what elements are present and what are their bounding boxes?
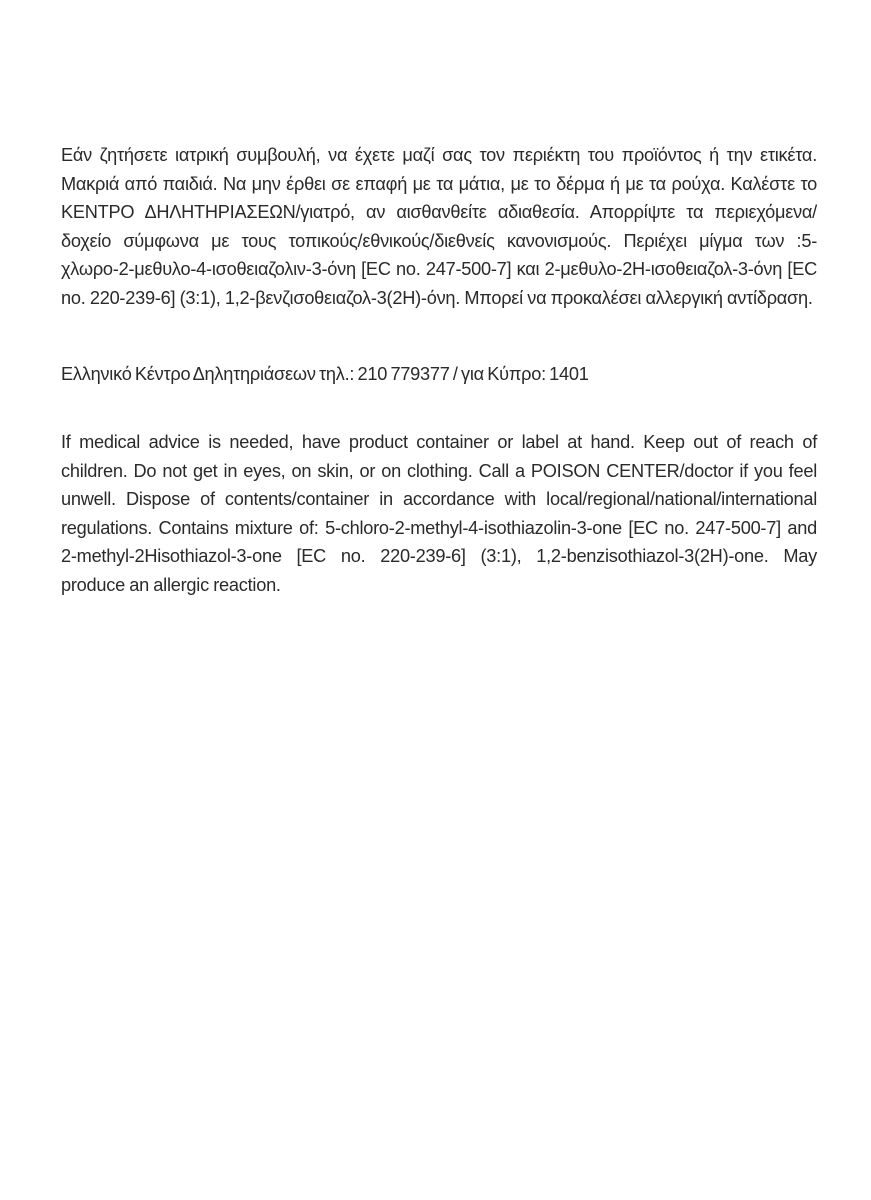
english-warning-paragraph: If medical advice is needed, have product container or label at hand. Keep out of reach of children. Do not get in eyes, on skin, or on clothing. Call a POISON CENTER/doctor if you feel unwell. Dispose of contents/container in accordance with local/regional/national/international regulations. Contains mixture of: 5-chloro-2-methyl-4-isothiazolin-3-one [EC no. 247-500-7] and 2-methyl-2Hisothiazol-3-one [EC no. 220-239-6] (3:1), 1,2-benzisothiazol-3(2H)-one. May produce an allergic reaction. <box>61 432 817 595</box>
greek-warning-paragraph: Εάν ζητήσετε ιατρική συμβουλή, να έχετε μαζί σας τον περιέκτη του προϊόντος ή την ετικέτα. Μακριά από παιδιά. Να μην έρθει σε επαφή με τα μάτια, με το δέρμα ή με τα ρούχα. Καλέστε το ΚΕΝΤΡΟ ΔΗΛΗΤΗΡΙΑΣΕΩΝ/γιατρό, αν αισθανθείτε αδιαθεσία. Απορρίψτε τα περιεχόμενα/δοχείο σύμφωνα με τους τοπικούς/εθνικούς/διεθνείς κανονισμούς. Περιέχει μίγμα των :5-χλωρο-2-μεθυλο-4-ισοθειαζολιν-3-όνη [EC no. 247-500-7] και 2-μεθυλο-2Η-ισοθειαζολ-3-όνη [EC no. 220-239-6] (3:1), 1,2-βενζισοθειαζολ-3(2Η)-όνη. Μπορεί να προκαλέσει αλλεργική αντίδραση. <box>61 145 817 308</box>
greek-poison-center-line: Ελληνικό Κέντρο Δηλητηριάσεων τηλ.: 210 779377 / για Κύπρο: 1401 <box>61 364 589 384</box>
